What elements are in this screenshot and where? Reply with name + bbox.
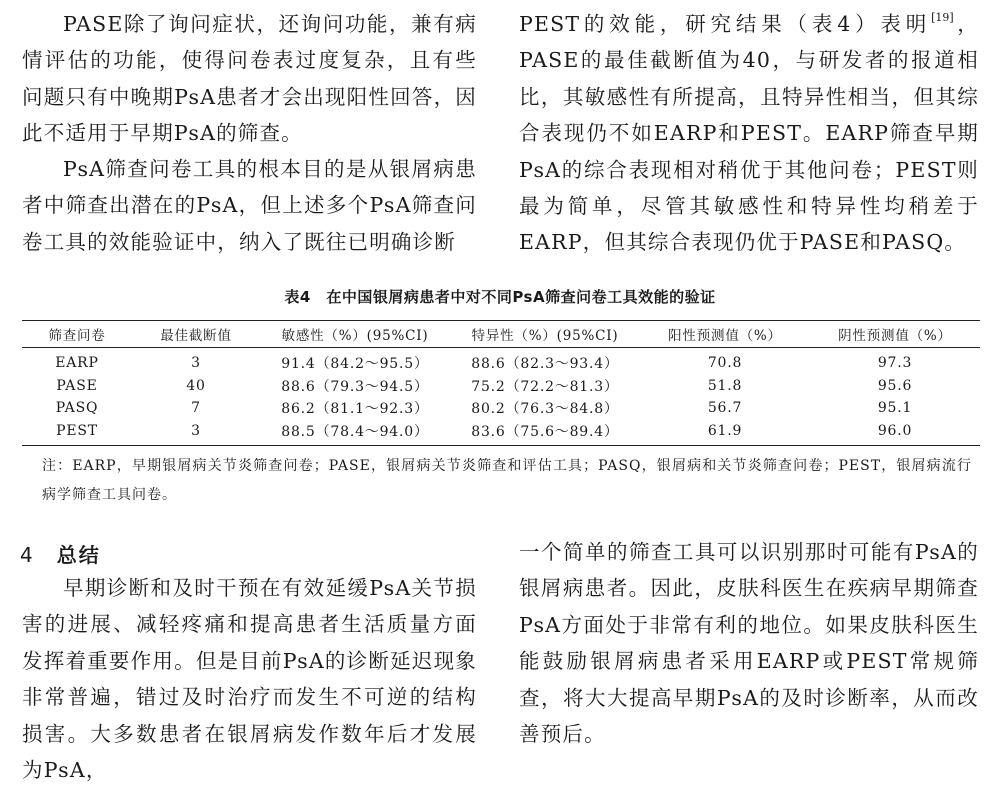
top-left-paragraph-2: PsA筛查问卷工具的根本目的是从银屑病患者中筛查出潜在的PsA，但上述多个PsA筛查问卷工具的效能验证中，纳入了既往已明确诊断 [22, 157, 477, 254]
column-header: 阳性预测值（%） [668, 328, 782, 344]
table-cell: 80.2（76.3～84.8） [471, 401, 619, 418]
top-left-paragraph-1: PASE除了询问症状，还询问功能，兼有病情评估的功能，使得问卷表过度复杂，且有些问题只有中晚期PsA患者才会出现阳性回答，因此不适用于早期PsA的筛查。 [22, 12, 477, 146]
table-cell: EARP [55, 355, 99, 372]
section-heading [20, 540, 101, 570]
table-row [22, 397, 980, 420]
table-cell: 83.6（75.6～89.4） [471, 423, 619, 440]
table-cell: 3 [191, 355, 201, 372]
table-note [42, 452, 972, 510]
table-cell: PEST [56, 422, 98, 439]
table-cell: 88.6（79.3～94.5） [281, 378, 429, 395]
table-cell: 75.2（72.2～81.3） [471, 378, 619, 395]
table-cell: 56.7 [707, 400, 743, 417]
top-right-text-b: ，PASE的最佳截断值为40，与研发者的报道相比，其敏感性有所提高，且特异性相当，但其综合表现仍不如EARP和PEST。EARP筛查早期PsA的综合表现相对稍优于其他问卷；PEST则最为简单，尽管其敏感性和特异性均稍差于EARP，但其综合表现仍优于PASE和PASQ。 [519, 12, 980, 255]
column-header: 筛查问卷 [48, 328, 106, 344]
section-number: 4 [20, 543, 35, 567]
table-cell: 95.1 [877, 400, 913, 417]
table-cell: 51.8 [707, 377, 743, 394]
table-header-row [22, 321, 980, 348]
column-header: 最佳截断值 [160, 328, 232, 344]
table-note-label: 注： [42, 458, 73, 474]
table-row [22, 420, 980, 446]
bottom-right-paragraph: 一个简单的筛查工具可以识别那时可能有PsA的银屑病患者。因此，皮肤科医生在疾病早期筛查PsA方面处于非常有利的地位。如果皮肤科医生能鼓励银屑病患者采用EARP或PEST常规筛查，将大大提高早期PsA的及时诊断率，从而改善预后。 [519, 540, 979, 747]
table-cell: 86.2（81.1～92.3） [281, 401, 429, 418]
table-cell: PASE [56, 377, 98, 394]
section-title: 总结 [56, 543, 101, 567]
table-note-text: EARP，早期银屑病关节炎筛查问卷；PASE，银屑病关节炎筛查和评估工具；PASQ，银屑病和关节炎筛查问卷；PEST，银屑病流行病学筛查工具问卷。 [42, 458, 972, 503]
table-cell: 7 [191, 400, 201, 417]
table-cell: 70.8 [707, 355, 743, 372]
table-cell: 40 [186, 377, 206, 394]
column-header: 阴性预测值（%） [838, 328, 952, 344]
table-cell: 88.6（82.3～93.4） [471, 356, 619, 373]
table-cell: 95.6 [877, 377, 913, 394]
table-caption: 表4 在中国银屑病患者中对不同PsA筛查问卷工具效能的验证 [284, 288, 716, 306]
table-cell: 97.3 [877, 355, 913, 372]
top-right-text-a: PEST的效能，研究结果（表4）表明 [519, 12, 932, 36]
top-right-paragraph [519, 6, 979, 261]
table-row [22, 375, 980, 398]
table-cell: PASQ [55, 400, 99, 417]
column-header: 敏感性（%）(95%CI) [281, 328, 429, 344]
table-cell: 61.9 [707, 422, 743, 439]
table-cell: 96.0 [877, 422, 913, 439]
bottom-left-paragraph: 早期诊断和及时干预在有效延缓PsA关节损害的进展、减轻疼痛和提高患者生活质量方面发挥着重要作用。但是目前PsA的诊断延迟现象非常普遍，错过及时治疗而发生不可逆的结构损害。大多数患者在银屑病发作数年后才发展为PsA， [22, 576, 477, 783]
table-row [22, 348, 980, 375]
column-header: 特异性（%）(95%CI) [471, 328, 619, 344]
table-cell: 88.5（78.4～94.0） [281, 423, 429, 440]
table-cell: 3 [191, 422, 201, 439]
screening-performance-table [22, 320, 980, 446]
citation-19: [19] [931, 11, 954, 24]
table-cell: 91.4（84.2～95.5） [281, 356, 429, 373]
